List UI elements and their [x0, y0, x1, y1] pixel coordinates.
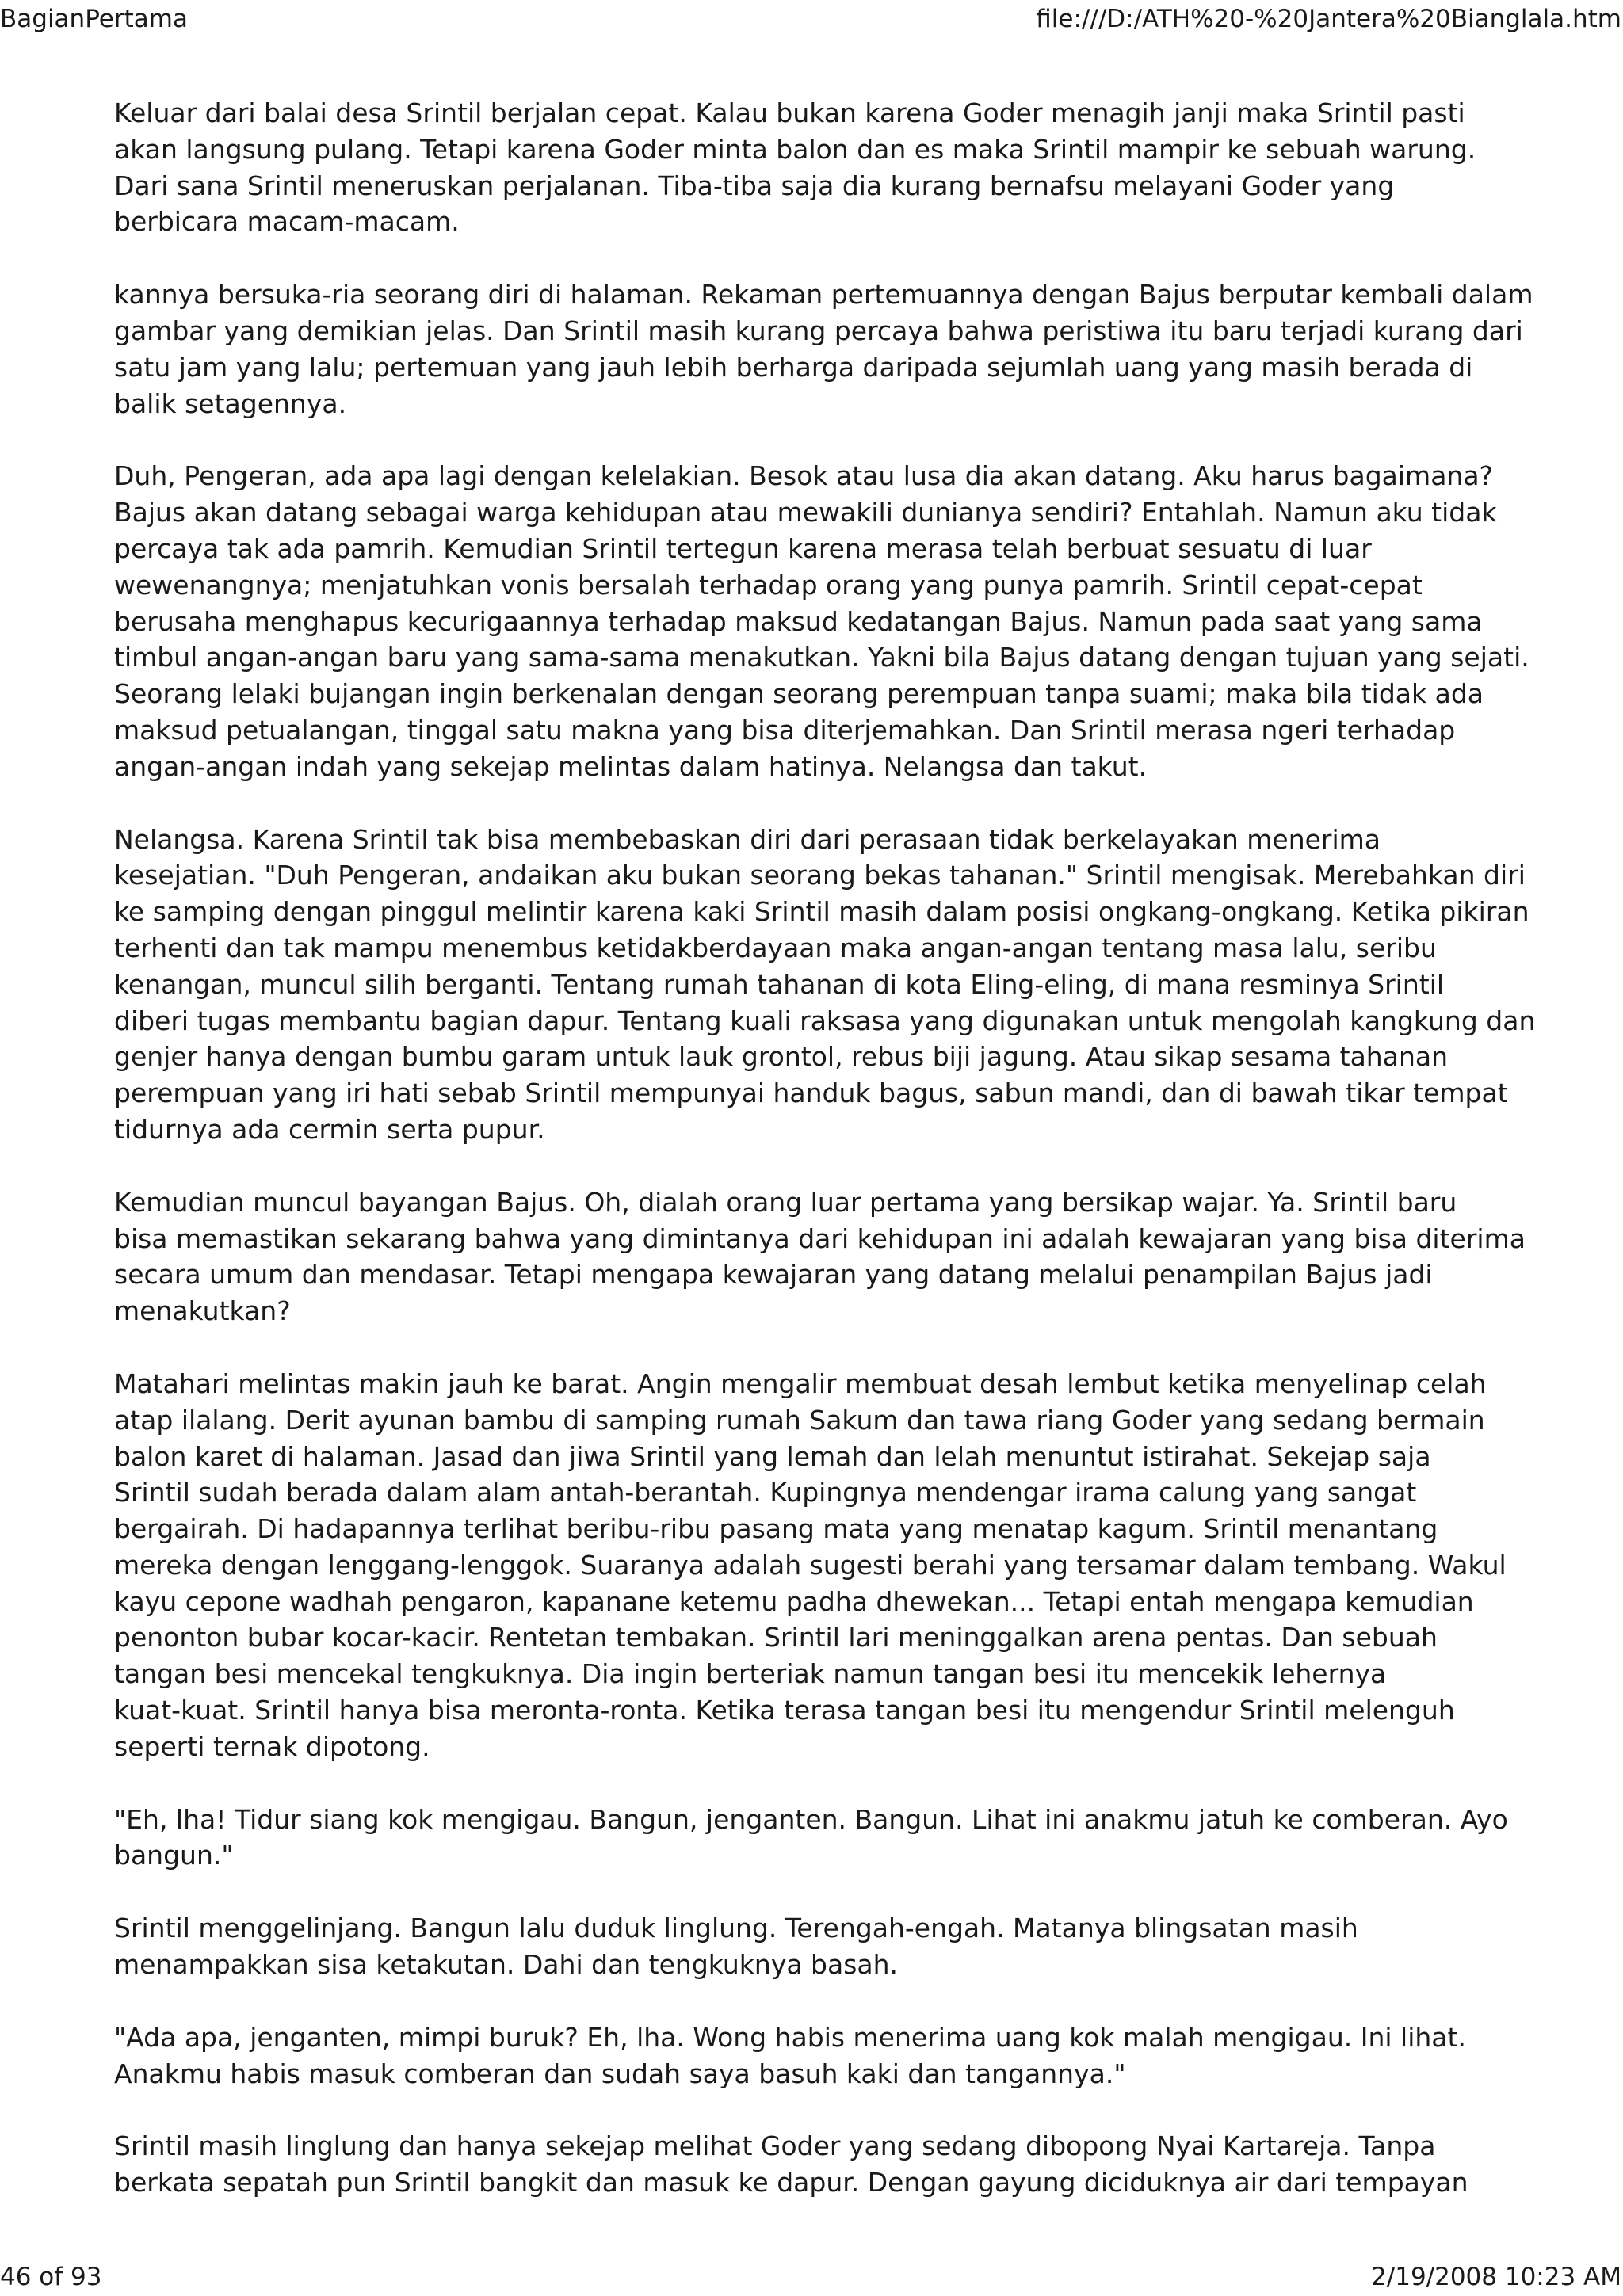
text-line: tidurnya ada cermin serta pupur.: [114, 1113, 545, 1145]
paragraph: [114, 277, 1533, 421]
text-line: secara umum dan mendasar. Tetapi mengapa kewajaran yang datang melalui penampilan Bajus jadi: [114, 1259, 1433, 1291]
text-line: diberi tugas membantu bagian dapur. Tentang kuali raksasa yang digunakan untuk mengolah kangkung dan: [114, 1005, 1536, 1036]
text-line: gambar yang demikian jelas. Dan Srintil masih kurang percaya bahwa peristiwa itu baru terjadi kurang dari: [114, 315, 1523, 346]
text-line: perempuan yang iri hati sebab Srintil mempunyai handuk bagus, sabun mandi, dan di bawah tikar tempat: [114, 1077, 1508, 1109]
text-line: berbicara macam-macam.: [114, 206, 460, 238]
text-line: kuat-kuat. Srintil hanya bisa meronta-ronta. Ketika terasa tangan besi itu mengendur Srintil melenguh: [114, 1695, 1455, 1726]
text-line: menampakkan sisa ketakutan. Dahi dan tengkuknya basah.: [114, 1949, 899, 1981]
page-header-title: BagianPertama: [0, 5, 188, 33]
page-header-path: file:///D:/ATH%20-%20Jantera%20Bianglala.htm: [1036, 5, 1621, 33]
text-line: Kemudian muncul bayangan Bajus. Oh, dialah orang luar pertama yang bersikap wajar. Ya. Srintil baru: [114, 1186, 1457, 1218]
paragraph: [114, 2019, 1509, 2092]
paragraph: [114, 1802, 1509, 1875]
text-line: Dari sana Srintil meneruskan perjalanan. Tiba-tiba saja dia kurang bernafsu melayani Goder yang: [114, 170, 1395, 201]
text-line: berusaha menghapus kecurigaannya terhadap maksud kedatangan Bajus. Namun pada saat yang sama: [114, 605, 1483, 637]
text-line: satu jam yang lalu; pertemuan yang jauh lebih berharga daripada sejumlah uang yang masih berada di: [114, 351, 1473, 383]
text-line: wewenangnya; menjatuhkan vonis bersalah terhadap orang yang punya pamrih. Srintil cepat-cepat: [114, 569, 1423, 601]
text-line: menakutkan?: [114, 1295, 291, 1327]
text-line: Srintil masih linglung dan hanya sekejap melihat Goder yang sedang dibopong Nyai Kartareja. Tanpa: [114, 2130, 1436, 2162]
document-body: [114, 95, 1536, 2237]
text-line: atap ilalang. Derit ayunan bambu di samping rumah Sakum dan tawa riang Goder yang sedang bermain: [114, 1404, 1485, 1436]
text-line: akan langsung pulang. Tetapi karena Goder minta balon dan es maka Srintil mampir ke sebuah warung.: [114, 133, 1476, 165]
paragraph: [114, 1910, 1509, 1983]
page-footer-datetime: 2/19/2008 10:23 AM: [1371, 2263, 1621, 2291]
text-line: Keluar dari balai desa Srintil berjalan cepat. Kalau bukan karena Goder menagih janji maka Srintil pasti: [114, 97, 1465, 128]
paragraph: [114, 95, 1509, 240]
text-line: kenangan, muncul silih berganti. Tentang rumah tahanan di kota Eling-eling, di mana resminya Srintil: [114, 968, 1445, 1000]
text-line: Srintil sudah berada dalam alam antah-berantah. Kupingnya mendengar irama calung yang sangat: [114, 1477, 1417, 1508]
text-line: ke samping dengan pinggul melintir karena kaki Srintil masih dalam posisi ongkang-ongkang. Ketika pikiran: [114, 896, 1529, 928]
paragraph: [114, 1366, 1509, 1765]
text-line: tangan besi mencekal tengkuknya. Dia ingin berteriak namun tangan besi itu mencekik lehernya: [114, 1658, 1387, 1690]
text-line: Srintil menggelinjang. Bangun lalu duduk linglung. Terengah-engah. Matanya blingsatan masih: [114, 1913, 1358, 1944]
text-line: "Eh, lha! Tidur siang kok mengigau. Bangun, jenganten. Bangun. Lihat ini anakmu jatuh ke comberan. Ayo: [114, 1803, 1508, 1835]
text-line: Bajus akan datang sebagai warga kehidupan atau mewakili dunianya sendiri? Entahlah. Namun aku tidak: [114, 497, 1497, 528]
text-line: terhenti dan tak mampu menembus ketidakberdayaan maka angan-angan tentang masa lalu, seribu: [114, 932, 1437, 963]
text-line: "Ada apa, jenganten, mimpi buruk? Eh, lha. Wong habis menerima uang kok malah mengigau. Ini lihat.: [114, 2021, 1466, 2053]
text-line: Duh, Pengeran, ada apa lagi dengan kelelakian. Besok atau lusa dia akan datang. Aku harus bagaimana?: [114, 460, 1494, 492]
text-line: timbul angan-angan baru yang sama-sama menakutkan. Yakni bila Bajus datang dengan tujuan yang sejati.: [114, 642, 1529, 673]
text-line: maksud petualangan, tinggal satu makna yang bisa diterjemahkan. Dan Srintil merasa ngeri terhadap: [114, 714, 1456, 746]
paragraph: [114, 2128, 1509, 2201]
text-line: bangun.": [114, 1840, 234, 1871]
text-line: Matahari melintas makin jauh ke barat. Angin mengalir membuat desah lembut ketika menyelinap celah: [114, 1367, 1487, 1399]
text-line: seperti ternak dipotong.: [114, 1730, 430, 1762]
paragraph: [114, 458, 1529, 784]
text-line: mereka dengan lenggang-lenggok. Suaranya adalah sugesti berahi yang tersamar dalam tembang. Wakul: [114, 1549, 1507, 1581]
text-line: Nelangsa. Karena Srintil tak bisa membebaskan diri dari perasaan tidak berkelayakan menerima: [114, 823, 1381, 855]
text-line: percaya tak ada pamrih. Kemudian Srintil tertegun karena merasa telah berbuat sesuatu di luar: [114, 532, 1372, 564]
text-line: Anakmu habis masuk comberan dan sudah saya basuh kaki dan tangannya.": [114, 2058, 1126, 2089]
text-line: genjer hanya dengan bumbu garam untuk lauk grontol, rebus biji jagung. Atau sikap sesama tahanan: [114, 1041, 1448, 1073]
text-line: bisa memastikan sekarang bahwa yang dimintanya dari kehidupan ini adalah kewajaran yang bisa diterima: [114, 1222, 1526, 1254]
text-line: angan-angan indah yang sekejap melintas dalam hatinya. Nelangsa dan takut.: [114, 750, 1148, 782]
text-line: balon karet di halaman. Jasad dan jiwa Srintil yang lemah dan lelah menuntut istirahat. Sekejap saja: [114, 1440, 1431, 1472]
text-line: berkata sepatah pun Srintil bangkit dan masuk ke dapur. Dengan gayung diciduknya air dari tempayan: [114, 2167, 1468, 2199]
text-line: kesejatian. "Duh Pengeran, andaikan aku bukan seorang bekas tahanan." Srintil mengisak. Merebahkan diri: [114, 860, 1526, 891]
paragraph: [114, 822, 1536, 1148]
paragraph: [114, 1184, 1526, 1329]
text-line: balik setagennya.: [114, 387, 347, 419]
text-line: Seorang lelaki bujangan ingin berkenalan dengan seorang perempuan tanpa suami; maka bila tidak ada: [114, 678, 1484, 710]
text-line: kannya bersuka-ria seorang diri di halaman. Rekaman pertemuannya dengan Bajus berputar kembali dalam: [114, 279, 1533, 311]
page-footer-number: 46 of 93: [0, 2263, 102, 2291]
text-line: kayu cepone wadhah pengaron, kapanane ketemu padha dhewekan... Tetapi entah mengapa kemudian: [114, 1585, 1474, 1617]
text-line: penonton bubar kocar-kacir. Rentetan tembakan. Srintil lari meninggalkan arena pentas. Dan sebuah: [114, 1622, 1438, 1653]
text-line: bergairah. Di hadapannya terlihat beribu-ribu pasang mata yang menatap kagum. Srintil menantang: [114, 1513, 1438, 1545]
